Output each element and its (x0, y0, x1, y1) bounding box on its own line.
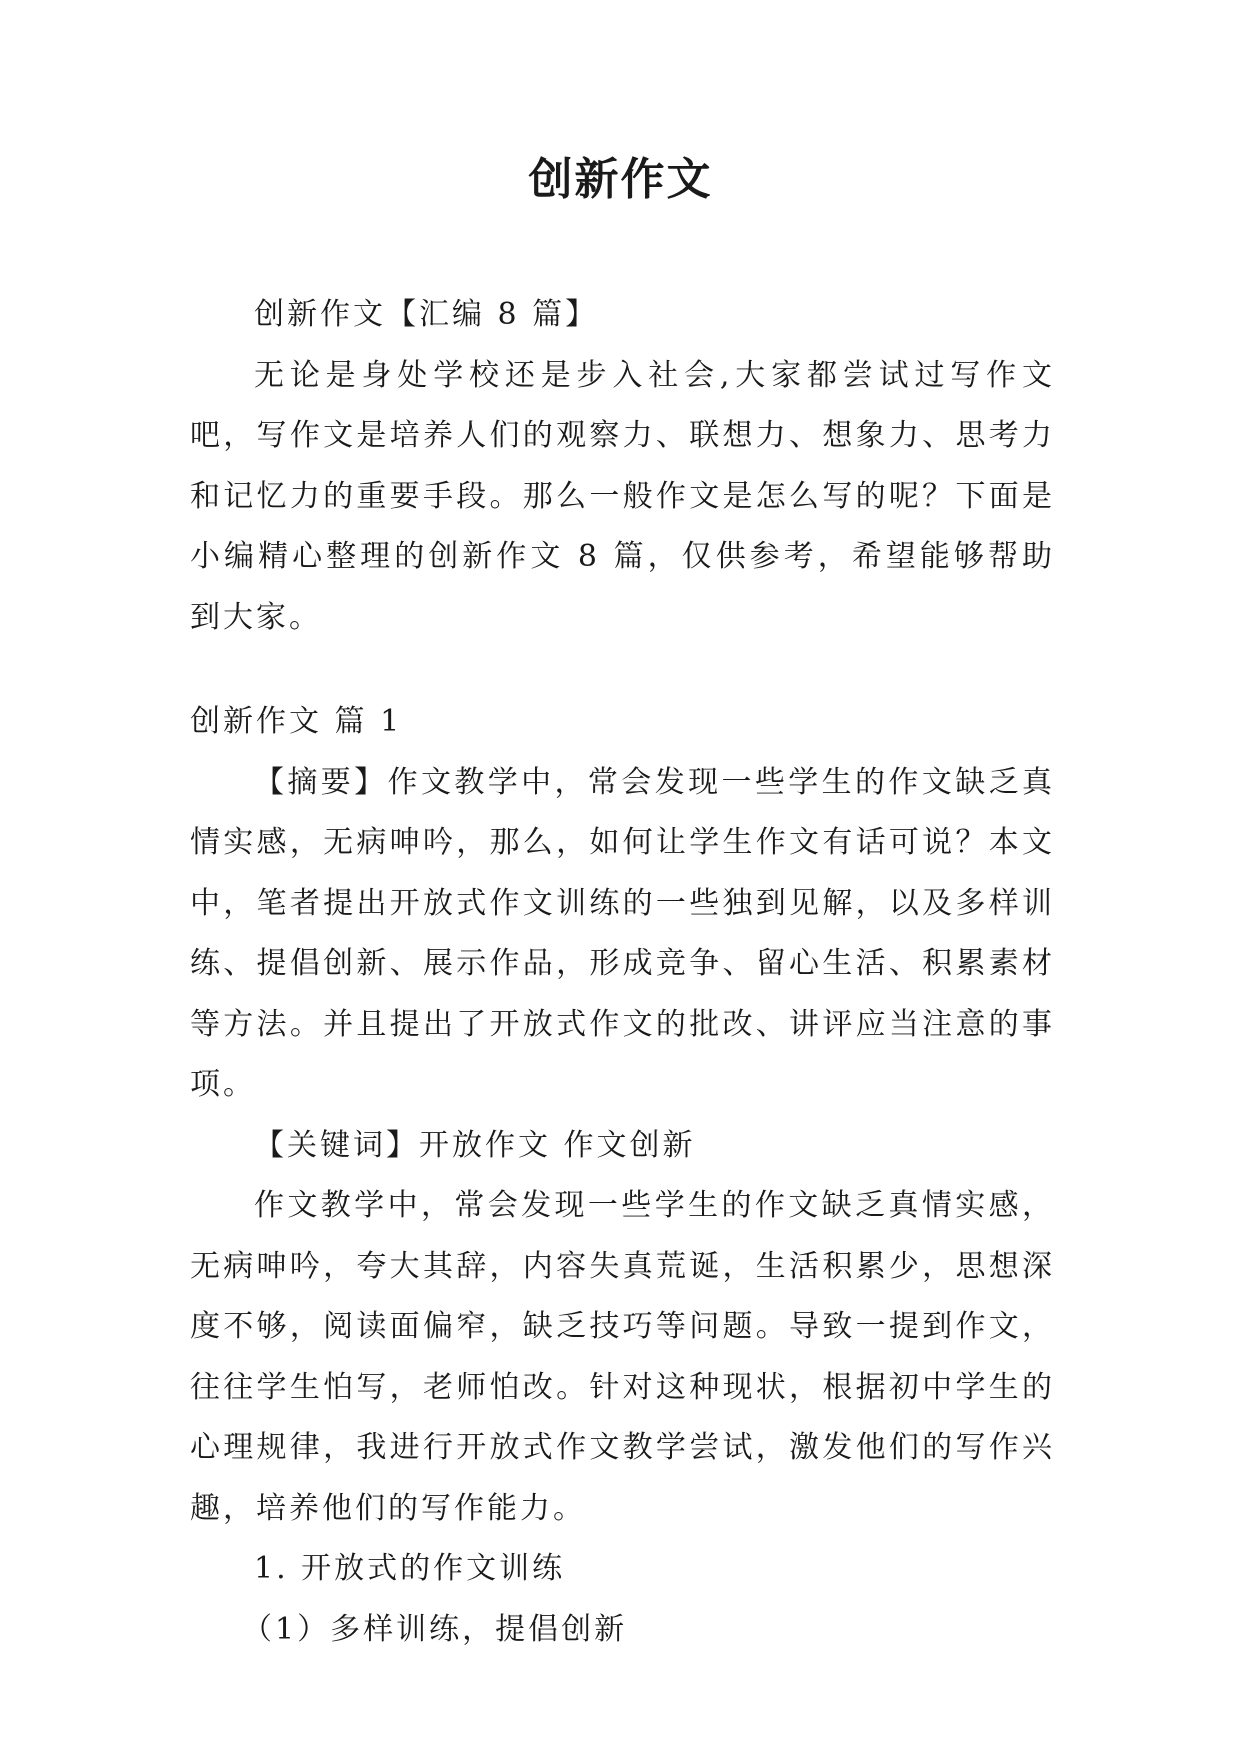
subheading-1-1: （1）多样训练，提倡创新 (242, 1611, 628, 1647)
abstract-paragraph: 【摘要】作文教学中，常会发现一些学生的作文缺乏真情实感，无病呻吟，那么，如何让学生作文有话可说？本文中，笔者提出开放式作文训练的一些独到见解，以及多样训练、提倡创新、展示作品，形成竞争、留心生活、积累素材等方法。并且提出了开放式作文的批改、讲评应当注意的事项。 (190, 764, 1055, 1102)
intro-paragraph: 无论是身处学校还是步入社会,大家都尝试过写作文吧，写作文是培养人们的观察力、联想力、想象力、思考力和记忆力的重要手段。那么一般作文是怎么写的呢？下面是小编精心整理的创新作文 8 篇，仅供参考，希望能够帮助到大家。 (190, 357, 1055, 635)
subheading-1: 1. 开放式的作文训练 (254, 1551, 566, 1586)
document-body (190, 285, 1055, 1660)
document-title: 创新作文 (528, 154, 713, 205)
body-paragraph: 作文教学中，常会发现一些学生的作文缺乏真情实感，无病呻吟，夸大其辞，内容失真荒诞，生活积累少，思想深度不够，阅读面偏窄，缺乏技巧等问题。导致一提到作文，往往学生怕写，老师怕改。针对这种现状，根据初中学生的心理规律，我进行开放式作文教学尝试，激发他们的写作兴趣，培养他们的写作能力。 (190, 1188, 1055, 1526)
paragraph-gap (190, 648, 1055, 692)
document-subtitle: 创新作文【汇编 8 篇】 (254, 297, 599, 332)
section-heading: 创新作文 篇 1 (190, 704, 403, 739)
keywords-line: 【关键词】开放作文 作文创新 (254, 1127, 696, 1163)
